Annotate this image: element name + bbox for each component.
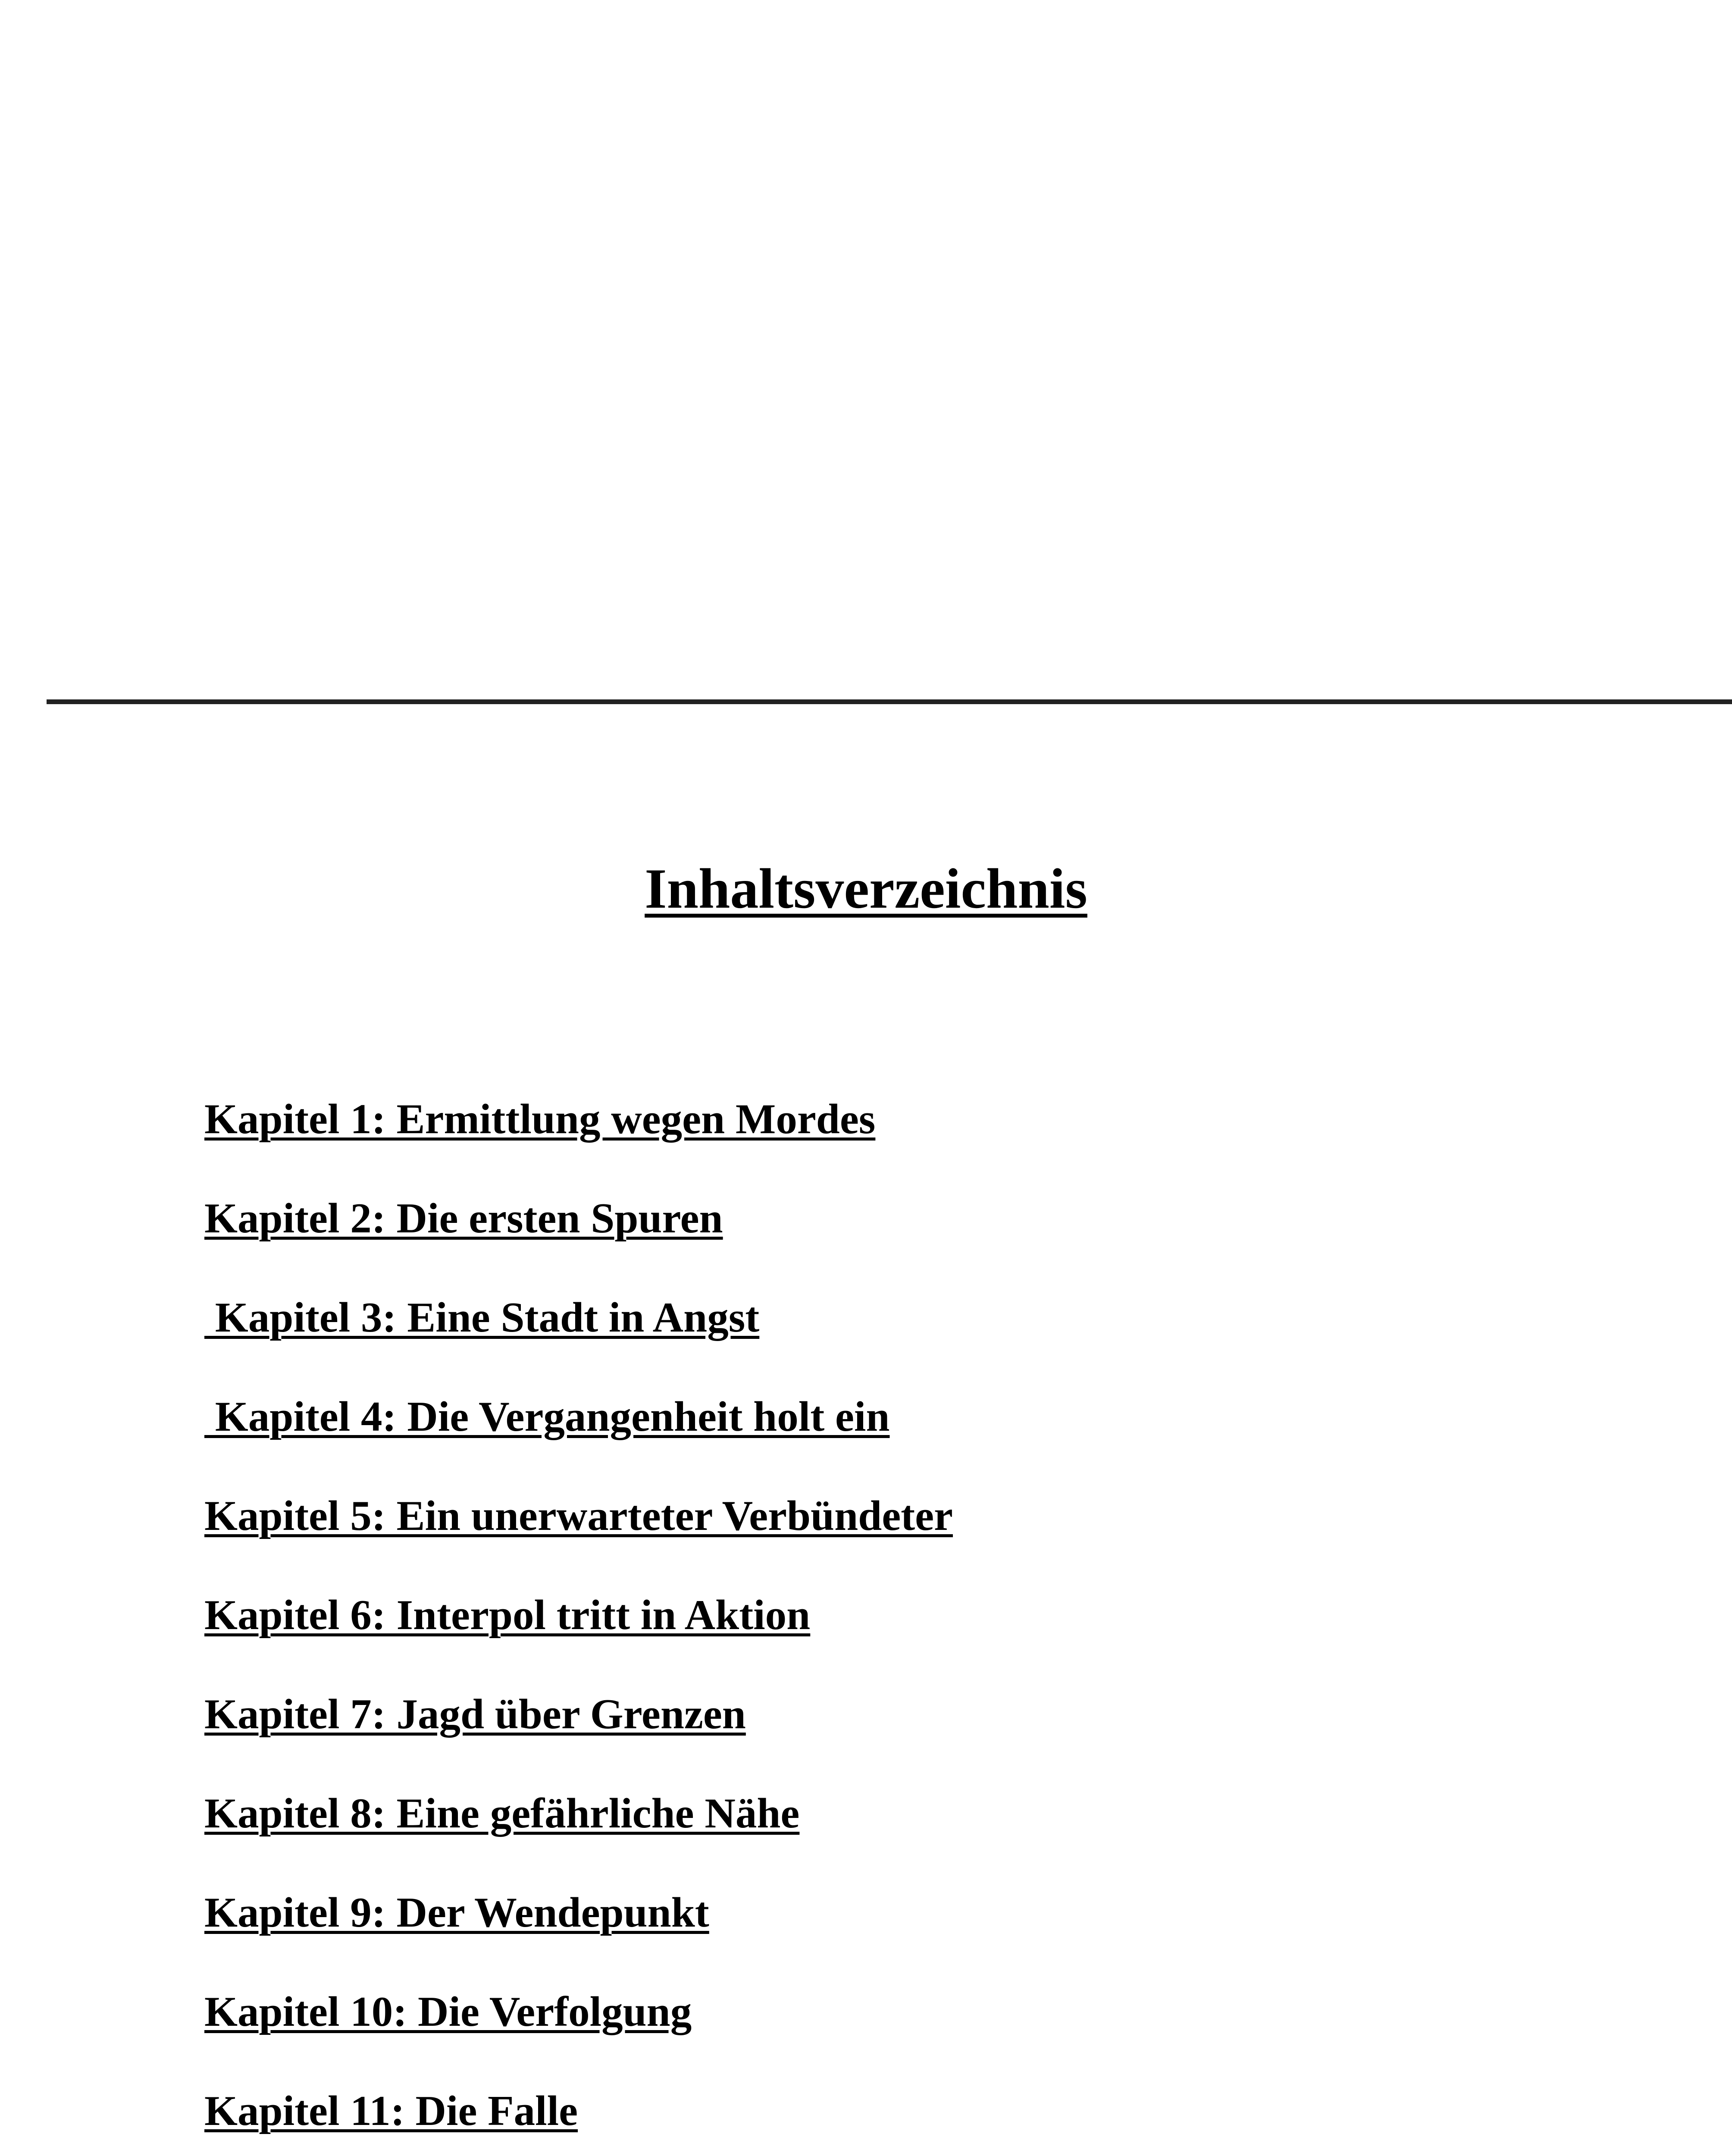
toc-entry-2: Kapitel 2: Die ersten Spuren — [204, 1195, 723, 1242]
toc-entry-10: Kapitel 10: Die Verfolgung — [204, 1988, 692, 2035]
toc-entry-6: Kapitel 6: Interpol tritt in Aktion — [204, 1592, 811, 1639]
toc-entry-1: Kapitel 1: Ermittlung wegen Mordes — [204, 1096, 876, 1143]
horizontal-rule — [47, 699, 1732, 704]
toc-entry-5: Kapitel 5: Ein unerwarteter Verbündeter — [204, 1492, 953, 1539]
toc-heading: Inhaltsverzeichnis — [645, 857, 1087, 920]
toc-list — [204, 1070, 953, 2156]
toc-entry-11: Kapitel 11: Die Falle — [204, 2087, 578, 2134]
toc-entry-7: Kapitel 7: Jagd über Grenzen — [204, 1691, 746, 1738]
toc-entry-9: Kapitel 9: Der Wendepunkt — [204, 1889, 709, 1936]
toc-entry-4: Kapitel 4: Die Vergangenheit holt ein — [204, 1393, 890, 1440]
toc-entry-8: Kapitel 8: Eine gefährliche Nähe — [204, 1790, 800, 1837]
toc-entry-3: Kapitel 3: Eine Stadt in Angst — [204, 1294, 760, 1341]
